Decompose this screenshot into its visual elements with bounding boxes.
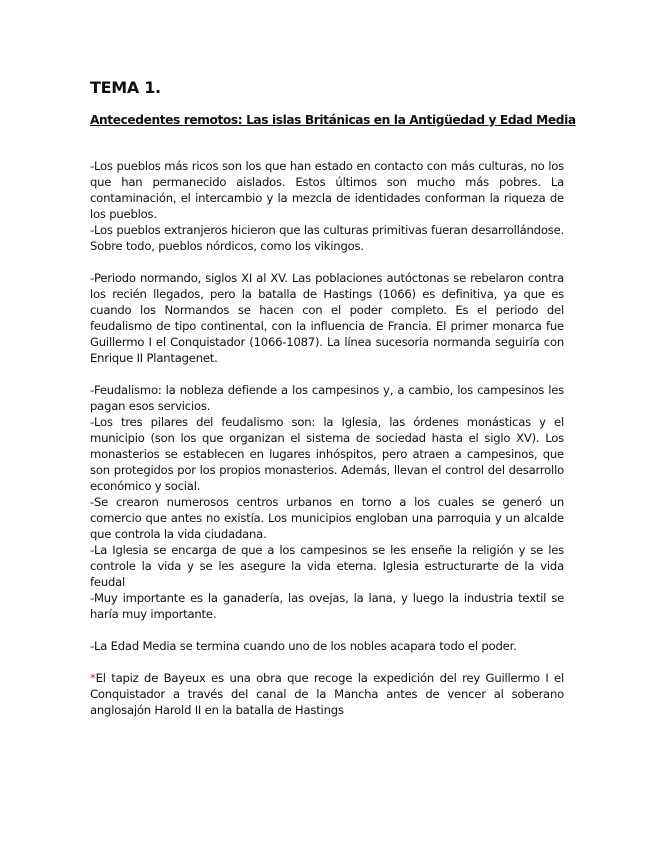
paragraph: -La Edad Media se termina cuando uno de los nobles acapara todo el poder. xyxy=(90,639,517,653)
footnote-paragraph xyxy=(90,670,564,718)
section-feudalism xyxy=(90,382,564,622)
paragraph: -Los tres pilares del feudalismo son: la Iglesia, las órdenes monásticas y el municipio (son los que organizan el sistema de sociedad hasta el siglo XV). Los monasterios se establecen en lugares inhóspitos, pero atraen a campesinos, que son protegidos por los propios monasterios. Además, llevan el control del desarrollo económico y social. xyxy=(90,415,564,493)
paragraph: -Los pueblos extranjeros hicieron que las culturas primitivas fueran desarrollándose. Sobre todo, pueblos nórdicos, como los vikingos. xyxy=(90,223,564,253)
document-title: TEMA 1. xyxy=(90,78,161,97)
paragraph: -Feudalismo: la nobleza defiende a los campesinos y, a cambio, los campesinos les pagan esos servicios. xyxy=(90,383,564,413)
document-subtitle: Antecedentes remotos: Las islas Británicas en la Antigüedad y Edad Media xyxy=(90,113,576,127)
asterisk-marker: * xyxy=(90,671,96,685)
section-cultures xyxy=(90,158,564,254)
document-body xyxy=(90,158,564,734)
paragraph: -Los pueblos más ricos son los que han estado en contacto con más culturas, no los que han permanecido aislados. Estos últimos son mucho más pobres. La contaminación, el intercambio y la mezcla de identidades conforman la riqueza de los pueblos. xyxy=(90,159,564,221)
paragraph: -Se crearon numerosos centros urbanos en torno a los cuales se generó un comercio que antes no existía. Los municipios engloban una parroquia y un alcalde que controla la vida ciudadana. xyxy=(90,495,564,541)
section-end-middle-ages xyxy=(90,638,564,654)
section-note xyxy=(90,670,564,718)
paragraph: -Periodo normando, siglos XI al XV. Las poblaciones autóctonas se rebelaron contra los recién llegados, pero la batalla de Hastings (1066) es definitiva, ya que es cuando los Normandos se hacen con el poder completo. Es el periodo del feudalismo de tipo continental, con la influencia de Francia. El primer monarca fue Guillermo I el Conquistador (1066-1087). La línea sucesoria normanda seguiría con Enrique II Plantagenet. xyxy=(90,271,564,365)
footnote-text: El tapiz de Bayeux es una obra que recoge la expedición del rey Guillermo I el Conquistador a través del canal de la Mancha antes de vencer al soberano anglosajón Harold II en la batalla de Hastings xyxy=(90,671,564,717)
paragraph: -La Iglesia se encarga de que a los campesinos se les enseñe la religión y se les controle la vida y se les asegure la vida eterna. Iglesia estructurarte de la vida feudal xyxy=(90,543,564,589)
section-norman-period xyxy=(90,270,564,366)
paragraph: -Muy importante es la ganadería, las ovejas, la lana, y luego la industria textil se haría muy importante. xyxy=(90,591,564,621)
